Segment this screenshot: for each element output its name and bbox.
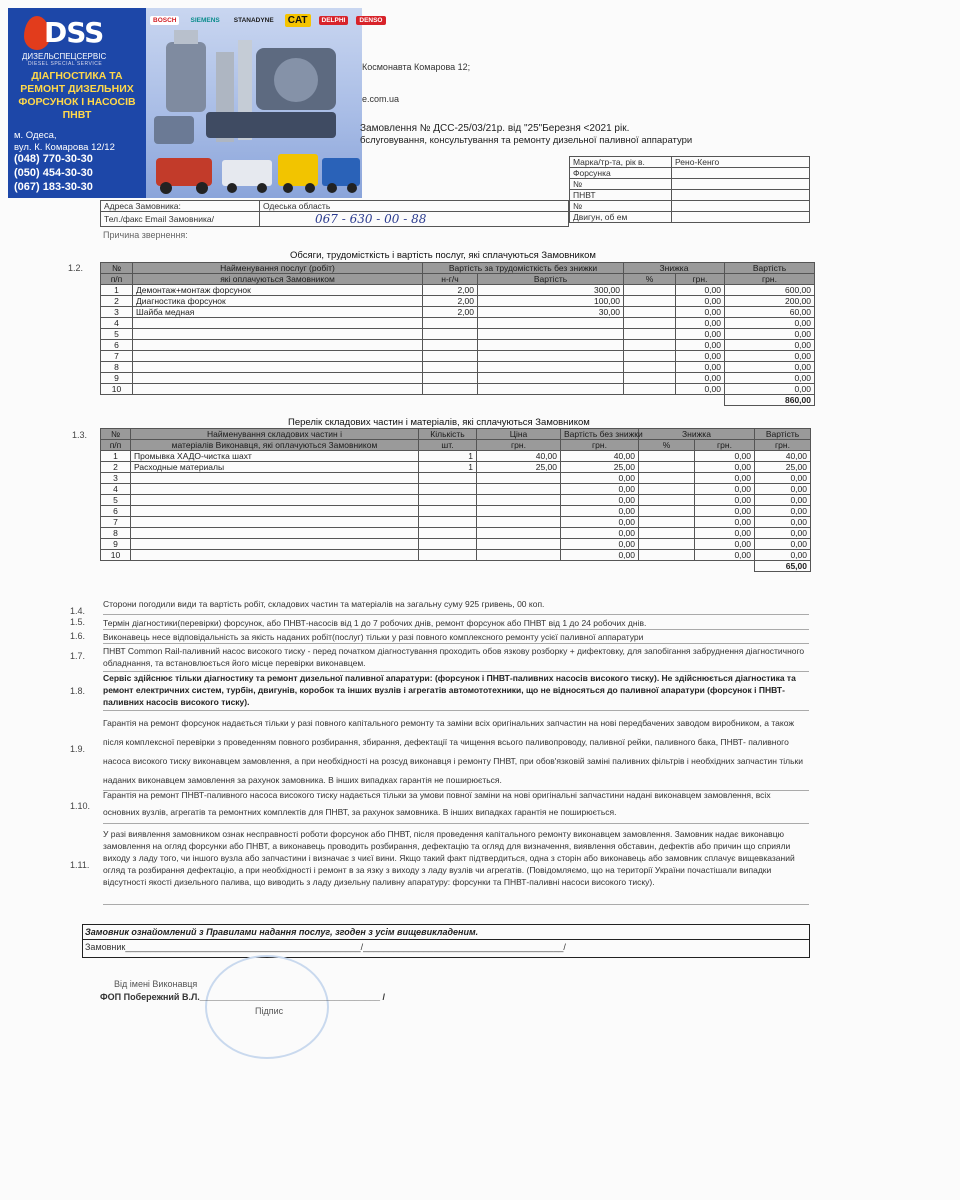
service-price xyxy=(478,340,624,351)
vehicle-field-label: Форсунка xyxy=(570,168,672,179)
service-price: 30,00 xyxy=(478,307,624,318)
discount-percent xyxy=(639,528,695,539)
service-hours xyxy=(423,340,478,351)
row-number: 4 xyxy=(101,318,133,329)
service-hours: 2,00 xyxy=(423,285,478,296)
customer-label: Замовник xyxy=(85,942,126,952)
parts-body xyxy=(101,451,811,561)
col-header: № xyxy=(101,263,133,274)
discount-amount: 0,00 xyxy=(676,329,725,340)
term-text: Гарантія на ремонт ПНВТ-паливного насоса високого тиску надається тільки за умови повної заміни на нові оригінальні запчастини надані виконавцем замовлення, всіх основних вузлів, агрегатів та ремонтних комплектів для ПНВТ, за рахунок замовника. В інших випадках гарантія не поширюється. xyxy=(103,787,809,824)
term-text: Сервіс здійснює тільки діагностику та ремонт дизельної паливної апаратури: (форсунок і ПНВТ-паливних насосів високого тиску). Не здійснюється діагностика та ремонт електричних систем, турбін, двигунів, коробок та інших вузлів і агрегатів автомототехники, що не відносяться до паливної апаратури (форсунок і ПНВТ-паливних насосів високого тиску). xyxy=(103,672,809,711)
reason-label: Причина звернення: xyxy=(103,230,188,240)
table-row xyxy=(101,329,815,340)
row-total: 0,00 xyxy=(755,539,811,550)
logo-subtitle: ДИЗЕЛЬСПЕЦСЕРВІС xyxy=(22,52,107,61)
discount-amount: 0,00 xyxy=(676,373,725,384)
part-name xyxy=(131,517,419,528)
service-price xyxy=(478,384,624,395)
part-name xyxy=(131,473,419,484)
service-hours xyxy=(423,384,478,395)
discount-percent xyxy=(639,484,695,495)
table-row xyxy=(101,351,815,362)
col-subheader: Вартість xyxy=(478,274,624,285)
customer-phone-value: 067 - 630 - 00 - 88 xyxy=(260,212,569,227)
part-sum: 0,00 xyxy=(561,517,639,528)
part-quantity: 1 xyxy=(419,451,477,462)
services-body xyxy=(101,285,815,395)
discount-amount: 0,00 xyxy=(676,384,725,395)
customer-phone-label: Тел./факс Email Замовника/ xyxy=(101,212,260,227)
term-number: 1.4. xyxy=(70,606,86,616)
row-total: 0,00 xyxy=(755,528,811,539)
table-row xyxy=(101,528,811,539)
discount-percent xyxy=(639,550,695,561)
part-price: 25,00 xyxy=(477,462,561,473)
part-name: Расходные материалы xyxy=(131,462,419,473)
vehicle-field-label: Двигун, об ем xyxy=(570,212,672,223)
col-subheader: грн. xyxy=(676,274,725,285)
part-name: Промывка ХАДО-чистка шахт xyxy=(131,451,419,462)
row-total: 0,00 xyxy=(725,384,815,395)
discount-percent xyxy=(624,318,676,329)
discount-amount: 0,00 xyxy=(676,307,725,318)
col-header: Знижка xyxy=(639,429,755,440)
row-total: 600,00 xyxy=(725,285,815,296)
row-number: 4 xyxy=(101,484,131,495)
table-row xyxy=(101,495,811,506)
col-header: Ціна xyxy=(477,429,561,440)
service-price xyxy=(478,329,624,340)
service-name xyxy=(133,362,423,373)
customer-phone-row xyxy=(101,212,569,227)
service-hours xyxy=(423,351,478,362)
brand-logos xyxy=(150,12,383,28)
row-total: 40,00 xyxy=(755,451,811,462)
services-total-row xyxy=(101,395,815,406)
term-number: 1.11. xyxy=(70,860,90,870)
row-number: 2 xyxy=(101,296,133,307)
term-text: Сторони погодили види та вартість робіт, складових частин та матеріалів на загальну суму 925 гривень, 00 коп. xyxy=(103,598,809,615)
vehicle-row xyxy=(570,157,810,168)
discount-amount: 0,00 xyxy=(695,539,755,550)
service-price xyxy=(478,351,624,362)
part-sum: 40,00 xyxy=(561,451,639,462)
company-address-fragment: Космонавта Комарова 12; xyxy=(362,62,471,72)
part-name xyxy=(131,539,419,550)
discount-percent xyxy=(624,351,676,362)
service-name xyxy=(133,373,423,384)
col-header: Вартість без знижки xyxy=(561,429,639,440)
row-number: 7 xyxy=(101,517,131,528)
table-row xyxy=(101,473,811,484)
term-text: Гарантія на ремонт форсунок надається тільки у разі повного капітального ремонту та заміни всіх оригінальних запчастин на нові передбачених заводом виробником, а також після комплексної перевірки з проведенням повного розбирання, збирання, дефектації та чищення всього паливопроводу, паливної рейки, паливного бака, ПНВТ- паливного насоса високого тиску виконавцем замовлення, а при необхідності на розсуд виконавця і ремонту ПНВТ, при обов'язковій заміні паливних фільтрів і необхідних запчастин тільки наданих виконавцем замовлення за рахунок замовника. В інших випадках гарантія не поширюється. xyxy=(103,714,809,791)
service-hours: 2,00 xyxy=(423,296,478,307)
executor-blank: ____________________________________ / xyxy=(199,992,385,1002)
table-row xyxy=(101,451,811,462)
discount-amount: 0,00 xyxy=(676,351,725,362)
discount-amount: 0,00 xyxy=(695,495,755,506)
table-row xyxy=(101,285,815,296)
term-text: У разі виявлення замовником ознак несправності роботи форсунок або ПНВТ, після проведення капітального ремонту виконавцем замовлення. Замовник надає виконавцю замовлення на огляд форсунки або ПНВТ, а виконавець проводить розбирання, дефектацію та огляд для визначення, виявлення обставин, дефектів або причин що сприяли виходу з ладу того, чи іншого вузла або запчастини і визначає з чиєї вини. Якщо такий факт підтвердиться, одна з сторін або виконавець або замовник сплачує вищевказаний огляд та розбирання дефектацію, а при необхідності і ремонт в за язку з виходу з ладу вузлів чи агрегатів. (Повідомляємо, що на території України почастішали випадки відсутності якості дизельного палива, що виводить з ладу дизельну паливну апаратуру: форсунки та ПНВТ-паливні насоси високого тиску). xyxy=(103,828,809,905)
service-price xyxy=(478,318,624,329)
part-name xyxy=(131,506,419,517)
part-price xyxy=(477,473,561,484)
service-name: Шайба медная xyxy=(133,307,423,318)
part-quantity xyxy=(419,550,477,561)
vehicle-field-label: ПНВТ xyxy=(570,190,672,201)
injector-pump-illustration xyxy=(146,30,362,198)
vehicle-row xyxy=(570,168,810,179)
banner-phone: (067) 183-30-30 xyxy=(14,181,93,193)
brand-cat: CAT xyxy=(285,14,311,27)
customer-signature-line xyxy=(85,942,566,952)
parts-table xyxy=(100,428,811,572)
part-sum: 0,00 xyxy=(561,550,639,561)
service-price: 300,00 xyxy=(478,285,624,296)
table-row xyxy=(101,362,815,373)
row-number: 6 xyxy=(101,340,133,351)
discount-amount: 0,00 xyxy=(695,451,755,462)
parts-title: Перелік складових частин і матеріалів, які сплачуються Замовником xyxy=(288,417,590,428)
vehicle-field-value xyxy=(672,168,810,179)
banner-phone: (050) 454-30-30 xyxy=(14,167,93,179)
discount-percent xyxy=(639,451,695,462)
parts-total: 65,00 xyxy=(755,561,811,572)
row-total: 60,00 xyxy=(725,307,815,318)
vehicle-field-label: № xyxy=(570,201,672,212)
col-header: Знижка xyxy=(624,263,725,274)
term-number: 1.7. xyxy=(70,651,86,661)
brand-stanadyne: STANADYNE xyxy=(233,16,274,24)
discount-percent xyxy=(624,296,676,307)
customer-address-row xyxy=(101,201,569,212)
row-total: 0,00 xyxy=(755,550,811,561)
logo-text: DSS xyxy=(44,16,104,49)
services-subheader-row xyxy=(101,274,815,285)
row-total: 0,00 xyxy=(725,362,815,373)
col-subheader: грн. xyxy=(695,440,755,451)
col-header: № xyxy=(101,429,131,440)
service-description: бслуговування, консультування та ремонту дизельної паливної аппаратури xyxy=(360,135,693,146)
table-row xyxy=(101,484,811,495)
part-sum: 0,00 xyxy=(561,506,639,517)
discount-percent xyxy=(624,340,676,351)
discount-amount: 0,00 xyxy=(695,473,755,484)
term-number: 1.9. xyxy=(70,744,86,754)
row-number: 10 xyxy=(101,384,133,395)
banner-headline: ДІАГНОСТИКА ТА РЕМОНТ ДИЗЕЛЬНИХ ФОРСУНОК І НАСОСІВ ПНВТ xyxy=(18,70,136,121)
table-row xyxy=(101,296,815,307)
vehicle-row xyxy=(570,190,810,201)
service-hours xyxy=(423,329,478,340)
discount-percent xyxy=(624,384,676,395)
signature-label: Підпис xyxy=(255,1006,284,1016)
part-quantity xyxy=(419,484,477,495)
row-number: 7 xyxy=(101,351,133,362)
row-total: 0,00 xyxy=(725,373,815,384)
vehicle-row xyxy=(570,179,810,190)
discount-percent xyxy=(624,362,676,373)
banner-address xyxy=(14,130,115,154)
col-subheader: які оплачуються Замовником xyxy=(133,274,423,285)
part-price xyxy=(477,539,561,550)
discount-percent xyxy=(624,307,676,318)
col-header: Найменування послуг (робіт) xyxy=(133,263,423,274)
term-text: Термін діагностики(перевірки) форсунок, або ПНВТ-насосів від 1 до 7 робочих днів, ремонт форсунок або ПНВТ від 1 до 24 робочих днів. xyxy=(103,617,809,630)
service-name xyxy=(133,318,423,329)
brand-bosch: BOSCH xyxy=(150,16,179,25)
services-table xyxy=(100,262,815,406)
col-subheader: матеріалів Виконавця, які оплачуються Замовником xyxy=(131,440,419,451)
row-number: 3 xyxy=(101,473,131,484)
vehicle-field-value xyxy=(672,179,810,190)
vehicle-field-value xyxy=(672,212,810,223)
service-name xyxy=(133,340,423,351)
discount-amount: 0,00 xyxy=(676,285,725,296)
brand-delphi: DELPHI xyxy=(319,16,349,25)
vehicle-field-label: Марка/тр-та, рік в. xyxy=(570,157,672,168)
service-price xyxy=(478,373,624,384)
row-number: 8 xyxy=(101,362,133,373)
row-number: 2 xyxy=(101,462,131,473)
term-number: 1.10. xyxy=(70,801,91,811)
part-price xyxy=(477,550,561,561)
services-section-number: 1.2. xyxy=(68,263,84,273)
col-subheader: грн. xyxy=(477,440,561,451)
col-header: Вартість xyxy=(725,263,815,274)
row-number: 9 xyxy=(101,373,133,384)
part-quantity xyxy=(419,528,477,539)
row-total: 0,00 xyxy=(725,351,815,362)
services-title: Обсяги, трудомісткість і вартість послуг, які сплачуються Замовником xyxy=(290,250,596,261)
term-number: 1.5. xyxy=(70,617,86,627)
services-header-row xyxy=(101,263,815,274)
row-total: 0,00 xyxy=(725,340,815,351)
table-row xyxy=(101,550,811,561)
col-header: Кількість xyxy=(419,429,477,440)
term-text: Виконавець несе відповідальність за якість наданих робіт(послуг) тільки у разі повного комплексного ремонту усієї паливної аппаратури xyxy=(103,631,809,644)
discount-amount: 0,00 xyxy=(676,340,725,351)
vehicle-row xyxy=(570,212,810,223)
col-subheader: % xyxy=(639,440,695,451)
vehicle-field-value xyxy=(672,201,810,212)
company-website-fragment: e.com.ua xyxy=(362,94,400,104)
service-hours: 2,00 xyxy=(423,307,478,318)
table-row xyxy=(101,384,815,395)
part-quantity xyxy=(419,473,477,484)
row-number: 5 xyxy=(101,495,131,506)
table-row xyxy=(101,340,815,351)
part-name xyxy=(131,495,419,506)
col-subheader: грн. xyxy=(561,440,639,451)
parts-section-number: 1.3. xyxy=(72,430,88,440)
banner-city: м. Одеса, xyxy=(14,130,57,141)
logo-subtitle-en: DIESEL SPECIAL SERVICE xyxy=(28,61,103,67)
customer-blank: _______________________________________________/________________________________________/ xyxy=(125,942,566,952)
services-total: 860,00 xyxy=(725,395,815,406)
row-total: 0,00 xyxy=(755,495,811,506)
col-header: Найменування складових частин і xyxy=(131,429,419,440)
vehicle-field-label: № xyxy=(570,179,672,190)
part-sum: 0,00 xyxy=(561,539,639,550)
part-quantity xyxy=(419,539,477,550)
banner-street: вул. К. Комарова 12/12 xyxy=(14,142,115,153)
service-name xyxy=(133,329,423,340)
vehicle-field-value xyxy=(672,190,810,201)
brand-siemens: SIEMENS xyxy=(190,16,220,24)
executor-signature-line xyxy=(100,992,385,1002)
discount-percent xyxy=(639,539,695,550)
part-sum: 0,00 xyxy=(561,528,639,539)
part-name xyxy=(131,550,419,561)
row-number: 1 xyxy=(101,451,131,462)
table-row xyxy=(101,506,811,517)
discount-percent xyxy=(639,517,695,528)
part-sum: 0,00 xyxy=(561,495,639,506)
row-total: 0,00 xyxy=(755,506,811,517)
banner-phone: (048) 770-30-30 xyxy=(14,153,93,165)
part-name xyxy=(131,484,419,495)
row-total: 200,00 xyxy=(725,296,815,307)
executor-name: ФОП Побережний В.Л. xyxy=(100,992,200,1002)
customer-address-label: Адреса Замовника: xyxy=(101,201,260,212)
service-hours xyxy=(423,362,478,373)
order-number-line: Замовлення № ДСС-25/03/21р. від "25"Березня <2021 рік. xyxy=(360,123,630,134)
part-quantity: 1 xyxy=(419,462,477,473)
col-subheader: п/п xyxy=(101,274,133,285)
vehicle-field-value: Рено-Кенго xyxy=(672,157,810,168)
row-number: 1 xyxy=(101,285,133,296)
part-quantity xyxy=(419,506,477,517)
col-subheader: шт. xyxy=(419,440,477,451)
discount-percent xyxy=(639,462,695,473)
discount-amount: 0,00 xyxy=(695,484,755,495)
service-name xyxy=(133,351,423,362)
discount-percent xyxy=(639,473,695,484)
row-number: 3 xyxy=(101,307,133,318)
service-hours xyxy=(423,373,478,384)
brand-denso: DENSO xyxy=(356,16,385,25)
table-row xyxy=(101,307,815,318)
part-price xyxy=(477,484,561,495)
term-number: 1.6. xyxy=(70,631,86,641)
row-total: 0,00 xyxy=(725,329,815,340)
col-subheader: % xyxy=(624,274,676,285)
acknowledgement-box xyxy=(82,924,810,958)
service-hours xyxy=(423,318,478,329)
acknowledgement-text: Замовник ознайомлений з Правилами надання послуг, згоден з усім вищевикладеним. xyxy=(85,927,479,937)
row-number: 10 xyxy=(101,550,131,561)
parts-total-row xyxy=(101,561,811,572)
on-behalf-label: Від імені Виконавця xyxy=(114,979,198,989)
col-header: Вартість xyxy=(755,429,811,440)
discount-amount: 0,00 xyxy=(676,318,725,329)
row-number: 8 xyxy=(101,528,131,539)
service-price xyxy=(478,362,624,373)
part-name xyxy=(131,528,419,539)
discount-percent xyxy=(639,495,695,506)
term-number: 1.8. xyxy=(70,686,86,696)
row-total: 0,00 xyxy=(755,473,811,484)
table-row xyxy=(101,462,811,473)
part-price xyxy=(477,495,561,506)
col-subheader: н-г/ч xyxy=(423,274,478,285)
acknowledgement-divider xyxy=(83,939,809,940)
table-row xyxy=(101,517,811,528)
discount-percent xyxy=(624,285,676,296)
row-number: 9 xyxy=(101,539,131,550)
table-row xyxy=(101,373,815,384)
discount-percent xyxy=(624,329,676,340)
banner-left-panel xyxy=(8,8,146,198)
part-sum: 0,00 xyxy=(561,473,639,484)
col-subheader: грн. xyxy=(725,274,815,285)
col-header: Вартість за трудомісткість без знижки xyxy=(423,263,624,274)
discount-amount: 0,00 xyxy=(695,506,755,517)
parts-header-row xyxy=(101,429,811,440)
company-logo xyxy=(14,14,142,67)
service-name: Демонтаж+монтаж форсунок xyxy=(133,285,423,296)
part-sum: 0,00 xyxy=(561,484,639,495)
service-price: 100,00 xyxy=(478,296,624,307)
part-sum: 25,00 xyxy=(561,462,639,473)
table-row xyxy=(101,539,811,550)
row-number: 6 xyxy=(101,506,131,517)
service-name xyxy=(133,384,423,395)
term-text: ПНВТ Common Rail-паливний насос високого тиску - перед початком діагностування проходить обов язкову розборку + дифектовку, для запобігання забруднення діагностичного обладнання, та встановлюється його місце перевірки виконавцем. xyxy=(103,645,809,672)
customer-address-value: Одеська область xyxy=(260,201,569,212)
row-total: 25,00 xyxy=(755,462,811,473)
service-name: Диагностика форсунок xyxy=(133,296,423,307)
col-subheader: п/п xyxy=(101,440,131,451)
discount-percent xyxy=(624,373,676,384)
discount-amount: 0,00 xyxy=(695,462,755,473)
part-price xyxy=(477,506,561,517)
part-price xyxy=(477,528,561,539)
part-price xyxy=(477,517,561,528)
discount-percent xyxy=(639,506,695,517)
parts-subheader-row xyxy=(101,440,811,451)
part-price: 40,00 xyxy=(477,451,561,462)
discount-amount: 0,00 xyxy=(695,528,755,539)
row-total: 0,00 xyxy=(755,517,811,528)
part-quantity xyxy=(419,495,477,506)
vehicle-info-table xyxy=(569,156,810,223)
table-row xyxy=(101,318,815,329)
row-total: 0,00 xyxy=(725,318,815,329)
discount-amount: 0,00 xyxy=(695,550,755,561)
col-subheader: грн. xyxy=(755,440,811,451)
banner-phones xyxy=(14,152,93,194)
vehicle-row xyxy=(570,201,810,212)
part-quantity xyxy=(419,517,477,528)
row-total: 0,00 xyxy=(755,484,811,495)
row-number: 5 xyxy=(101,329,133,340)
discount-amount: 0,00 xyxy=(676,362,725,373)
discount-amount: 0,00 xyxy=(695,517,755,528)
customer-info-table xyxy=(100,200,569,227)
discount-amount: 0,00 xyxy=(676,296,725,307)
